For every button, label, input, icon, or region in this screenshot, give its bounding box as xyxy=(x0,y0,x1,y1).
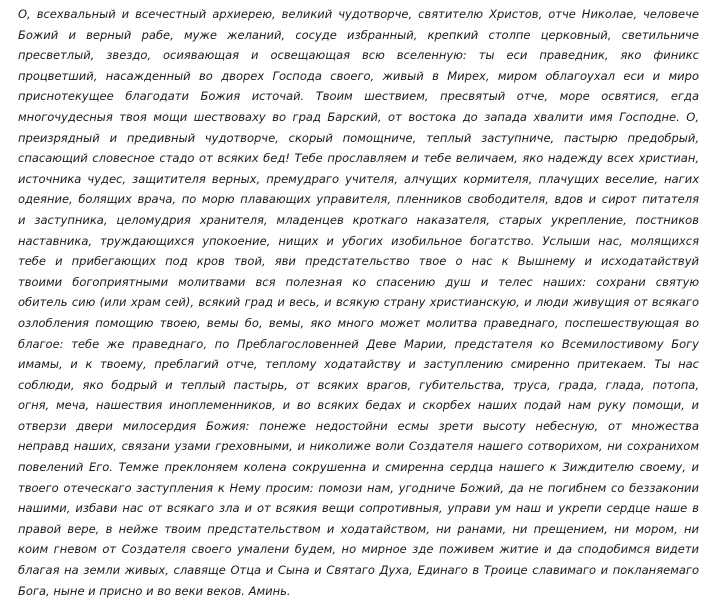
text-line: тебе и прибегающих под кров твой, яви предстательство твое о нас к Вышнему и исходатайствуй xyxy=(18,254,699,269)
text-line: Божий и верный рабе, муже желаний, сосуде избранный, крепкий столпе церковный, светильниче xyxy=(18,27,699,42)
text-line: приснотекущее благодати Божия источай. Твоим шествием, пресвятый отче, море освятися, егда xyxy=(18,89,699,104)
text-line: огня, меча, нашествия иноплеменников, и во всяких бедах и скорбех наших подай нам руку помощи, и xyxy=(18,398,699,413)
text-line: и заступника, целомудрия хранителя, младенцев кроткаго наказателя, старых укрепление, постников xyxy=(18,212,699,227)
text-line: озлобления помощию твоею, вемы бо, вемы, яко много может молитва праведнаго, поспешествующая во xyxy=(18,315,699,330)
text-line: отверзи двери милосердия Божия: понеже недостойни есмы зрети высоту небесную, от множества xyxy=(18,418,699,433)
text-line: обитель сию (или храм сей), всякий град и весь, и всякую страну христианскую, и люди живущия от всякаго xyxy=(18,295,699,310)
text-line: одеяние, болящих врача, по морю плавающих управителя, пленников свободителя, вдов и сирот питателя xyxy=(18,192,699,207)
text-line: имамы, и к твоему, преблагий отче, теплому ходатайству и заступлению смиренно притекаем. Ты нас xyxy=(18,357,699,372)
text-line: Бога, ныне и присно и во веки веков. Аминь. xyxy=(18,583,291,598)
text-line: твоего отеческаго заступления к Нему просим: помози нам, угодниче Божий, да не погибнем со беззаконии xyxy=(18,480,699,495)
text-line: коим гневом от Создателя своего умалени будем, но мирное зде поживем житие и да сподобимся видети xyxy=(18,542,699,557)
text-line: правой вере, в нейже твоим предстательством и ходатайством, ни ранами, ни прещением, ни мором, ни xyxy=(18,521,699,536)
text-line: твоими богоприятными молитвами вся полезная ко спасению душ и телес наших: сохрани святую xyxy=(18,274,699,289)
text-line: нашими, избави нас от всякаго зла и от всякия вещи сопротивныя, управи ум наш и укрепи сердце наше в xyxy=(18,501,699,516)
text-line: многочудесныя твоя мощи шествоваху во град Барский, от востока до запада хвалити имя Господне. О, xyxy=(18,109,699,124)
text-line: спасающий словесное стадо от всяких бед! Тебе прославляем и тебе величаем, яко надежду всех христиан, xyxy=(18,151,699,166)
text-line: благое: тебе же праведнаго, по Преблагословенней Деве Марии, предстателя ко Всемилостивому Богу xyxy=(18,336,699,351)
text-line: наставника, труждающихся упокоение, нищих и убогих изобильное богатство. Услыши нас, молящихся xyxy=(18,233,699,248)
text-line: повелений Его. Темже преклоняем колена сокрушенна и смиренна сердца нашего к Зиждителю своему, и xyxy=(18,460,699,475)
text-line: источника чудес, защитителя верных, премудраго учителя, алчущих кормителя, плачущих веселие, нагих xyxy=(18,171,699,186)
text-line: соблюди, яко бодрый и теплый пастырь, от всяких врагов, губительства, труса, града, глада, потопа, xyxy=(18,377,699,392)
text-line: преизрядный и предивный чудотворче, скорый помощниче, теплый заступниче, пастырю предобрый, xyxy=(18,130,699,145)
prayer-text xyxy=(18,4,699,601)
text-line: процветший, насажденный во дворех Господа своего, живый в Мирех, миром облагоухал еси и миро xyxy=(18,68,699,83)
text-line: благая на земли живых, славяще Отца и Сына и Святаго Духа, Единаго в Троице славимаго и покланяемаго xyxy=(18,563,699,578)
text-line: О, всехвальный и всечестный архиерею, великий чудотворче, святителю Христов, отче Николае, человече xyxy=(18,7,699,21)
text-line: неправд наших, связани узами греховными, и николиже воли Создателя нашего сотворихом, ни сохранихом xyxy=(18,439,699,454)
text-line: пресветлый, звездо, осиявающая и освещающая всю вселенную: ты еси праведник, яко финикс xyxy=(18,48,699,63)
